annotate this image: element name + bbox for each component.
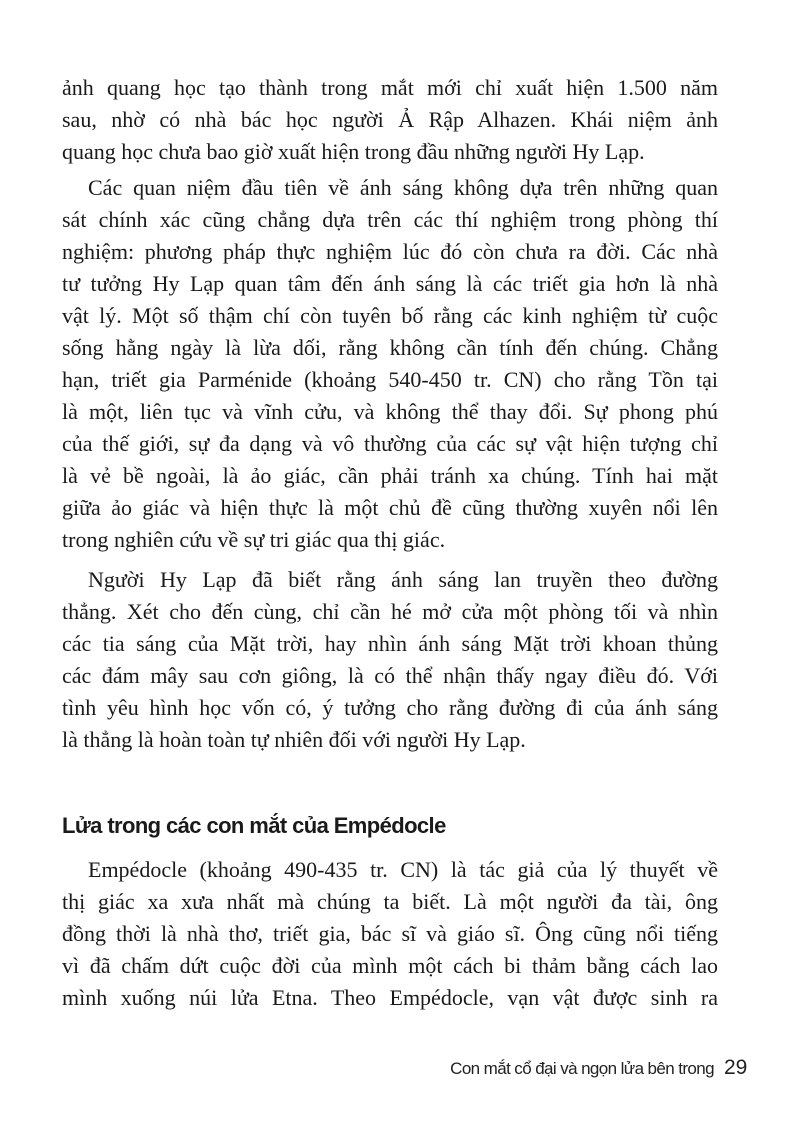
- text-line: vì đã chấm dứt cuộc đời của mình một cách bi thảm bằng cách lao: [62, 953, 718, 978]
- text-line: thị giác xa xưa nhất mà chúng ta biết. Là một người đa tài, ông: [62, 889, 718, 914]
- text-line: trong nghiên cứu về sự tri giác qua thị giác.: [62, 527, 446, 552]
- text-line: là thẳng là hoàn toàn tự nhiên đối với người Hy Lạp.: [62, 727, 526, 752]
- page-number: 29: [724, 1056, 748, 1079]
- text-line: các tia sáng của Mặt trời, hay nhìn ánh sáng Mặt trời khoan thủng: [62, 631, 718, 656]
- text-line: sau, nhờ có nhà bác học người Ả Rập Alhazen. Khái niệm ảnh: [62, 107, 718, 132]
- text-line: hạn, triết gia Parménide (khoảng 540-450 tr. CN) cho rằng Tồn tại: [62, 367, 718, 392]
- text-line: thẳng. Xét cho đến cùng, chỉ cần hé mở cửa một phòng tối và nhìn: [62, 599, 718, 624]
- text-line: các đám mây sau cơn giông, là có thể nhận thấy ngay điều đó. Với: [62, 663, 718, 688]
- text-line: tình yêu hình học vốn có, ý tưởng cho rằng đường đi của ánh sáng: [62, 695, 718, 720]
- text-line: mình xuống núi lửa Etna. Theo Empédocle, vạn vật được sinh ra: [62, 985, 718, 1010]
- section-heading: Lửa trong các con mắt của Empédocle: [62, 813, 446, 838]
- running-footer-title: Con mắt cổ đại và ngọn lửa bên trong: [450, 1059, 714, 1078]
- text-line: sống hằng ngày là lừa dối, rằng không cần tính đến chúng. Chẳng: [62, 335, 718, 360]
- text-line: quang học chưa bao giờ xuất hiện trong đầu những người Hy Lạp.: [62, 139, 645, 164]
- text-line: đồng thời là nhà thơ, triết gia, bác sĩ và giáo sĩ. Ông cũng nổi tiếng: [62, 921, 718, 946]
- text-line: Người Hy Lạp đã biết rằng ánh sáng lan truyền theo đường: [88, 567, 718, 592]
- text-line: nghiệm: phương pháp thực nghiệm lúc đó còn chưa ra đời. Các nhà: [62, 239, 718, 264]
- text-line: Các quan niệm đầu tiên về ánh sáng không dựa trên những quan: [88, 175, 718, 200]
- text-line: tư tưởng Hy Lạp quan tâm đến ánh sáng là các triết gia hơn là nhà: [62, 271, 718, 296]
- text-line: của thế giới, sự đa dạng và vô thường của các sự vật hiện tượng chỉ: [62, 431, 718, 456]
- text-line: là một, liên tục và vĩnh cửu, và không thể thay đổi. Sự phong phú: [62, 399, 718, 424]
- text-line: giữa ảo giác và hiện thực là một chủ đề cũng thường xuyên nổi lên: [62, 495, 718, 520]
- text-line: ảnh quang học tạo thành trong mắt mới chỉ xuất hiện 1.500 năm: [62, 75, 718, 100]
- text-line: vật lý. Một số thậm chí còn tuyên bố rằng các kinh nghiệm từ cuộc: [62, 303, 718, 328]
- text-line: Empédocle (khoảng 490-435 tr. CN) là tác giả của lý thuyết về: [88, 857, 718, 882]
- text-line: là vẻ bề ngoài, là ảo giác, cần phải tránh xa chúng. Tính hai mặt: [62, 463, 718, 488]
- text-line: sát chính xác cũng chẳng dựa trên các thí nghiệm trong phòng thí: [62, 207, 718, 232]
